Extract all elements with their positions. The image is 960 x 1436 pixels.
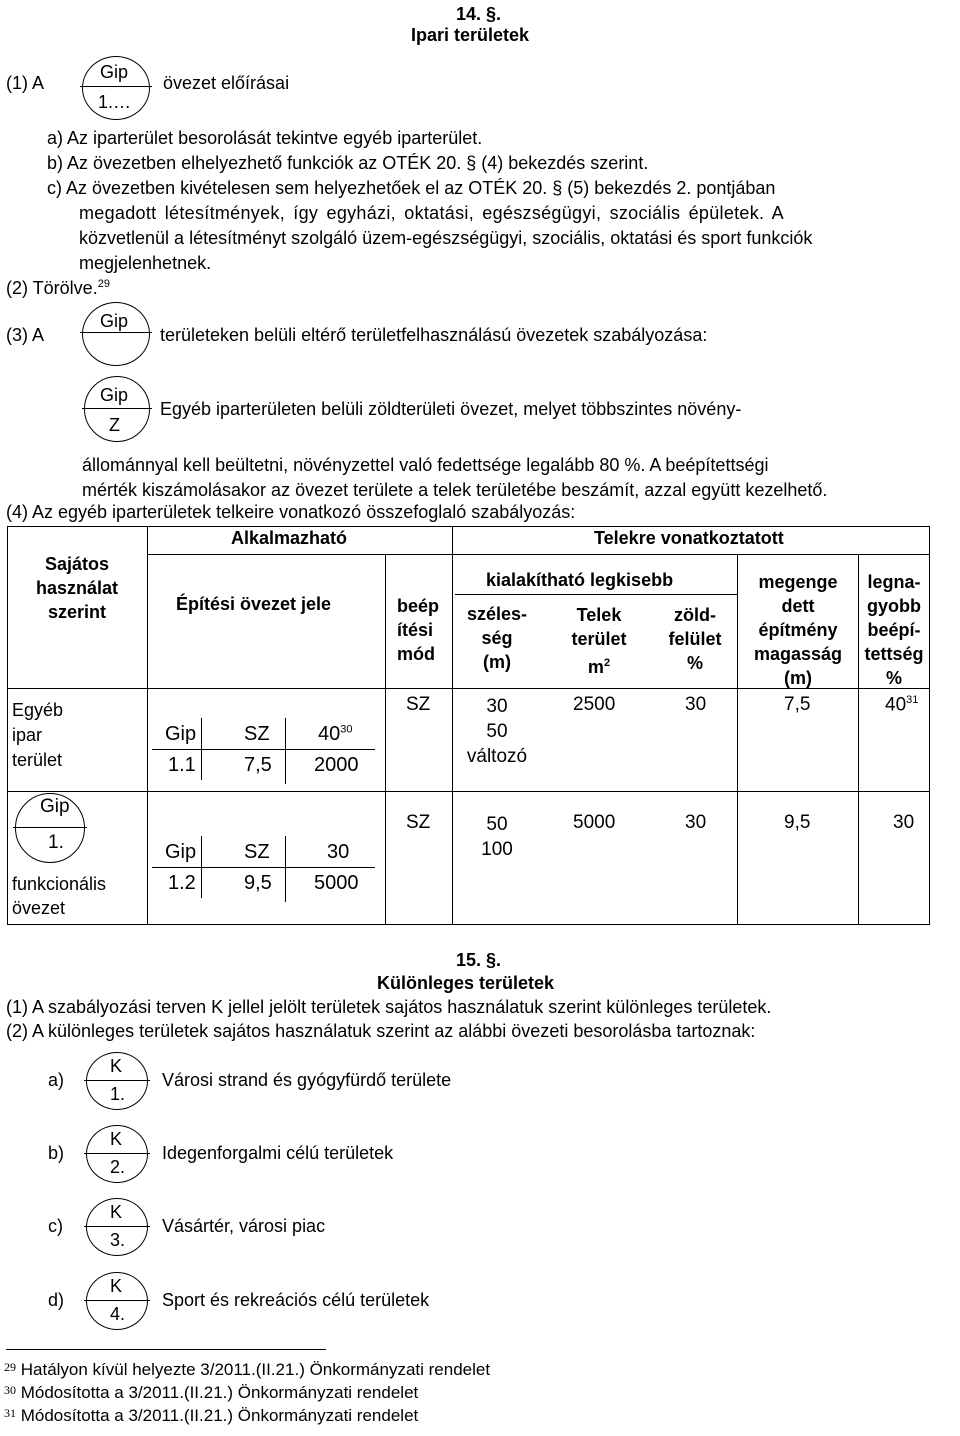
item-letter: b) [48, 1143, 65, 1163]
zone-label-bottom: 1.… [98, 92, 132, 112]
use-line: funkcionális [12, 874, 107, 894]
header-line: (m) [483, 652, 511, 672]
header-line: (m) [784, 668, 812, 688]
zone-label-top: K [110, 1056, 123, 1076]
gip-z-desc-line-1: Egyéb iparterületen belüli zöldterületi övezet, melyet többszintes növény- [160, 399, 742, 419]
cell-green: 30 [685, 694, 707, 715]
header-line: Telek [576, 605, 622, 625]
paragraph-1-suffix: övezet előírásai [163, 73, 290, 93]
cell-line: 100 [481, 839, 513, 860]
header-telek-terulet [558, 603, 640, 679]
item-letter: d) [48, 1290, 65, 1310]
header-line: szerint [47, 602, 107, 622]
header-line: % [885, 668, 902, 688]
table-col-divider [385, 554, 386, 925]
cell-line: 50 [486, 814, 508, 835]
use-funkcionalis [12, 872, 106, 920]
header-line [558, 651, 640, 679]
item-text: Vásártér, városi piac [162, 1216, 326, 1236]
item-c-line-3: közvetlenül a létesítményt szolgáló üzem-egészségügyi, szociális, oktatási és sport funkciók [79, 228, 813, 248]
paragraph-1-prefix: (1) A [6, 73, 45, 93]
section-15-paragraph-2: (2) A különleges területek sajátos használatuk szerint az alábbi övezeti besorolásba tartoznak: [6, 1021, 756, 1041]
zone-code-mode: SZ [244, 723, 270, 745]
paragraph-2 [6, 278, 110, 300]
zone-code-bottom: 1.2 [168, 872, 196, 894]
item-text: Sport és rekreációs célú területek [162, 1290, 430, 1310]
header-line: terület [571, 629, 627, 649]
zone-code-top: Gip [165, 841, 197, 863]
header-line: magasság [753, 644, 843, 664]
item-c-line-4: megjelenhetnek. [79, 253, 212, 273]
zone-label-bottom: 1. [48, 832, 64, 853]
cell-line: változó [466, 746, 528, 767]
header-line: gyobb [867, 596, 921, 616]
zone-code-bottom: 1.1 [168, 754, 196, 776]
footnote-31 [4, 1406, 418, 1426]
zone-label-bottom: 4. [110, 1304, 126, 1324]
header-line: dett [781, 596, 815, 616]
zone-code-top: Gip [165, 723, 197, 745]
item-c-line-2: megadott létesítmények, így egyházi, oktatási, egészségügyi, szociális épületek. A [79, 203, 784, 223]
zone-divider [13, 827, 87, 828]
header-line: széles- [466, 604, 528, 624]
table-row-divider [455, 594, 737, 595]
item-c-line-1: c) Az övezetben kivételesen sem helyezhetőek el az OTÉK 20. § (5) bekezdés 2. pontjában [47, 178, 776, 198]
table-border-bottom [7, 924, 930, 925]
cell-green: 30 [685, 812, 707, 833]
table-border-top [7, 526, 930, 527]
paragraph-3-suffix: területeken belüli eltérő területfelhasználású övezetek szabályozása: [160, 325, 708, 345]
header-line: használat [35, 578, 119, 598]
zone-label-top: Gip [100, 385, 129, 405]
header-line: ítési [397, 620, 434, 640]
zone-code-bmax [318, 722, 353, 746]
zone-code-divider [201, 836, 202, 898]
cell-width [456, 812, 538, 862]
zone-code-bmax: 30 [327, 841, 350, 863]
zone-label-bottom: 2. [110, 1157, 126, 1177]
zone-divider [80, 86, 152, 87]
header-line: % [686, 653, 703, 673]
header-epitesi-ovezet: Építési övezet jele [176, 594, 332, 614]
zone-divider [84, 1080, 150, 1081]
gip-z-desc-line-3: mérték kiszámolásakor az övezet területe a telek területébe beszámít, azzal együtt kezelhető. [82, 480, 828, 500]
section-15-number: 15. §. [456, 950, 502, 970]
use-line: ipar [12, 725, 43, 745]
header-line: felület [668, 629, 722, 649]
item-text: Városi strand és gyógyfürdő területe [162, 1070, 452, 1090]
header-beepitesi-mod [397, 594, 439, 666]
header-sajatos [8, 552, 146, 624]
footnote-separator [6, 1349, 326, 1350]
zone-label-top: K [110, 1276, 123, 1296]
zone-code-hmax: 9,5 [244, 872, 272, 894]
footnote-number: 31 [4, 1406, 16, 1420]
item-b: b) Az övezetben elhelyezhető funkciók az OTÉK 20. § (4) bekezdés szerint. [47, 153, 649, 173]
use-line: Egyéb [12, 700, 64, 720]
zone-label-top: Gip [100, 62, 129, 82]
header-alkalmazhato: Alkalmazható [231, 528, 348, 548]
header-line: megenge [758, 572, 838, 592]
header-line: beépí- [867, 620, 921, 640]
cell-height: 7,5 [784, 694, 811, 715]
zone-divider [82, 408, 152, 409]
header-szelesseg [456, 602, 538, 674]
cell-height: 9,5 [784, 812, 811, 833]
zone-divider [84, 1300, 150, 1301]
header-kialakithato: kialakítható legkisebb [486, 570, 674, 590]
zone-label-top: K [110, 1202, 123, 1222]
zone-code-divider [285, 718, 286, 784]
footnote-ref-31: 31 [906, 694, 919, 706]
header-megengedett [738, 570, 858, 690]
header-telekre: Telekre vonatkoztatott [594, 528, 784, 548]
header-line: beép [397, 596, 440, 616]
cell-mode: SZ [406, 812, 431, 833]
zone-label-top: Gip [40, 796, 70, 817]
paragraph-2-text: (2) Törölve. [6, 278, 98, 298]
zone-label-bottom: Z [109, 415, 120, 435]
cell-width [456, 694, 538, 769]
zone-label-top: K [110, 1129, 123, 1149]
use-egyeb-ipar [12, 698, 63, 773]
table-row-divider [147, 554, 930, 555]
footnote-text: Hatályon kívül helyezte 3/2011.(II.21.) Önkormányzati rendelet [20, 1360, 491, 1379]
item-a: a) Az iparterület besorolását tekintve egyéb iparterület. [47, 128, 483, 148]
section-15-paragraph-1: (1) A szabályozási terven K jellel jelölt területek sajátos használatuk szerint különleges területek. [6, 997, 772, 1017]
zone-label-top: Gip [100, 311, 129, 331]
section-14-title: Ipari területek [411, 25, 530, 45]
zone-code-divider [152, 867, 375, 868]
cell-area: 2500 [573, 694, 616, 715]
cell-built-value: 40 [885, 694, 907, 716]
cell-built [885, 694, 918, 717]
zone-code-divider [152, 749, 375, 750]
footnote-text: Módosította a 3/2011.(II.21.) Önkormányzati rendelet [20, 1383, 419, 1402]
zone-code-divider [201, 718, 202, 780]
section-14-number: 14. §. [456, 4, 502, 24]
zone-label-bottom: 1. [110, 1084, 126, 1104]
header-line: ség [481, 628, 513, 648]
header-unit: m [587, 657, 604, 677]
header-zoldfelulet [654, 603, 736, 675]
use-line: övezet [12, 898, 66, 918]
footnote-29 [4, 1360, 490, 1380]
zone-code-divider [285, 836, 286, 902]
paragraph-4: (4) Az egyéb iparterületek telkeire vonatkozó összefoglaló szabályozás: [6, 502, 576, 522]
zone-code-bmax-value: 40 [318, 723, 341, 745]
zone-divider [84, 1153, 150, 1154]
footnote-text: Módosította a 3/2011.(II.21.) Önkormányzati rendelet [20, 1406, 419, 1425]
header-legnagyobb [859, 570, 929, 690]
zone-code-amin: 2000 [314, 754, 359, 776]
zone-label-bottom: 3. [110, 1230, 126, 1250]
cell-mode: SZ [406, 694, 431, 715]
cell-built: 30 [893, 812, 915, 833]
item-letter: a) [48, 1070, 65, 1090]
item-text: Idegenforgalmi célú területek [162, 1143, 394, 1163]
paragraph-3-prefix: (3) A [6, 325, 45, 345]
footnote-number: 29 [4, 1360, 16, 1374]
header-line: mód [397, 644, 435, 664]
zone-code-mode: SZ [244, 841, 270, 863]
zone-divider [84, 1226, 150, 1227]
zone-code-amin: 5000 [314, 872, 359, 894]
section-15-title: Különleges területek [377, 973, 555, 993]
footnote-ref-30: 30 [340, 723, 353, 736]
header-line: tettség [864, 644, 924, 664]
zone-code-hmax: 7,5 [244, 754, 272, 776]
table-col-divider [452, 526, 453, 925]
footnote-number: 30 [4, 1383, 16, 1397]
item-letter: c) [48, 1216, 63, 1236]
cell-line: 30 [486, 696, 508, 717]
table-row-divider [7, 791, 930, 792]
gip-z-desc-line-2: állománnyal kell beültetni, növényzettel való fedettsége legalább 80 %. A beépítettségi [82, 455, 769, 475]
footnote-ref-29: 29 [97, 278, 110, 290]
table-col-divider [147, 526, 148, 925]
header-line: legna- [867, 572, 921, 592]
table-border-right [929, 526, 930, 925]
use-line: terület [12, 750, 63, 770]
header-unit-exponent: 2 [603, 657, 611, 669]
cell-area: 5000 [573, 812, 616, 833]
footnote-30 [4, 1383, 418, 1403]
header-line: Sajátos [44, 554, 110, 574]
header-line: zöld- [674, 605, 716, 625]
cell-line: 50 [486, 721, 508, 742]
header-line: építmény [758, 620, 838, 640]
